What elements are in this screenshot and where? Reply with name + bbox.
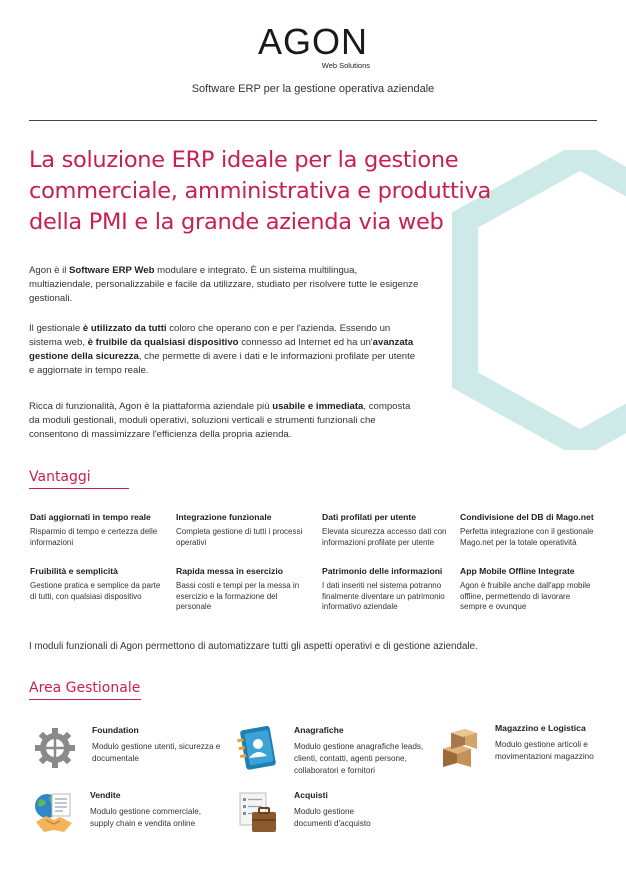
gear-icon (32, 725, 78, 771)
vantaggio-title: Rapida messa in esercizio (176, 566, 283, 576)
vantaggio-title: Dati aggiornati in tempo reale (30, 512, 151, 522)
vantaggio-item (322, 566, 457, 613)
vantaggio-desc: Agon è fruibile anche dall'app mobile offline, permettendo di lavorare sempre e ovunque (460, 581, 591, 611)
module-desc: Modulo gestione documenti d'acquisto (294, 807, 371, 828)
intro-paragraph-1: Agon è il Software ERP Web modulare e integrato. È un sistema multilingua, multiaziendale, personalizzabile e facile da utilizzare, studiato per risolvere tutte le esigenze gestionali. (29, 265, 419, 304)
module-title: Foundation (92, 725, 139, 735)
area-gestionale-heading: Area Gestionale (29, 680, 141, 696)
vantaggio-title: App Mobile Offline Integrate (460, 566, 575, 576)
module-desc: Modulo gestione utenti, sicurezza e documentale (92, 742, 221, 763)
vantaggio-title: Condivisione del DB di Mago.net (460, 512, 594, 522)
module-desc: Modulo gestione articoli e movimentazioni magazzino (495, 740, 594, 761)
vantaggio-item (460, 566, 595, 613)
headline: La soluzione ERP ideale per la gestione commerciale, amministrativa e produttiva della PMI e la grande azienda via web (29, 147, 492, 235)
module-title: Vendite (90, 790, 121, 800)
module-title: Anagrafiche (294, 725, 344, 735)
vantaggio-desc: Risparmio di tempo e certezza delle informazioni (30, 527, 158, 547)
vantaggio-item (322, 512, 457, 548)
vantaggi-underline (29, 488, 129, 489)
handshake-globe-icon (30, 790, 76, 836)
intro-paragraph-3: Ricca di funzionalità, Agon è la piattaforma aziendale più usabile e immediata, composta da moduli gestionali, moduli operativi, soluzioni verticali e strumenti funzionali che consentono di massimizzare l'efficienza della propria azienda. (29, 401, 411, 440)
vantaggio-title: Patrimonio delle informazioni (322, 566, 443, 576)
tagline: Software ERP per la gestione operativa aziendale (191, 83, 435, 95)
intro-paragraph-2: Il gestionale è utilizzato da tutti coloro che operano con e per l'azienda. Essendo un sistema web, è fruibile da qualsiasi dispositivo connesso ad Internet ed ha un'avanzata gestione della sicurezza, che permette di avere i dati e le informazioni profilate per utente e aggiornate in tempo reale. (29, 323, 416, 376)
vantaggio-item (176, 512, 311, 548)
module-desc: Modulo gestione commerciale, supply chain e vendita online (90, 807, 202, 828)
vantaggio-item (30, 512, 165, 548)
logo-wordmark: AGON (258, 21, 369, 62)
vantaggio-title: Fruibilità e semplicità (30, 566, 118, 576)
vantaggio-title: Dati profilati per utente (322, 512, 417, 522)
address-book-icon (234, 725, 280, 771)
agon-logo (258, 21, 374, 70)
module-title: Acquisti (294, 790, 328, 800)
logo-subtitle: Web Solutions (321, 61, 370, 70)
area-gestionale-underline (29, 699, 141, 700)
vantaggio-desc: Bassi costi e tempi per la messa in esercizio e la formazione del personale (176, 581, 300, 611)
vantaggio-desc: I dati inseriti nel sistema potranno finalmente diventare un patrimonio informativo aziendale (322, 581, 445, 611)
header-divider (29, 120, 597, 121)
vantaggio-desc: Elevata sicurezza accesso dati con informazioni profilate per utente (322, 527, 447, 547)
vantaggio-desc: Gestione pratica e semplice da parte di tutti, con qualsiasi dispositivo (30, 581, 161, 601)
vantaggio-desc: Completa gestione di tutti i processi operativi (176, 527, 303, 547)
vantaggi-heading: Vantaggi (29, 469, 91, 485)
modules-note: I moduli funzionali di Agon permettono di automatizzare tutti gli aspetti operativi e di gestione aziendale. (29, 641, 478, 652)
vantaggio-title: Integrazione funzionale (176, 512, 272, 522)
vantaggio-item (176, 566, 311, 613)
briefcase-checklist-icon (234, 790, 280, 836)
vantaggio-desc: Perfetta integrazione con il gestionale Mago.net per la totale operatività (460, 527, 594, 547)
vantaggio-item (460, 512, 595, 548)
vantaggio-item (30, 566, 165, 602)
boxes-icon (435, 723, 481, 769)
module-desc: Modulo gestione anagrafiche leads, clienti, contatti, agenti persone, collaboratori e fornitori (294, 742, 424, 775)
module-title: Magazzino e Logistica (495, 723, 586, 733)
